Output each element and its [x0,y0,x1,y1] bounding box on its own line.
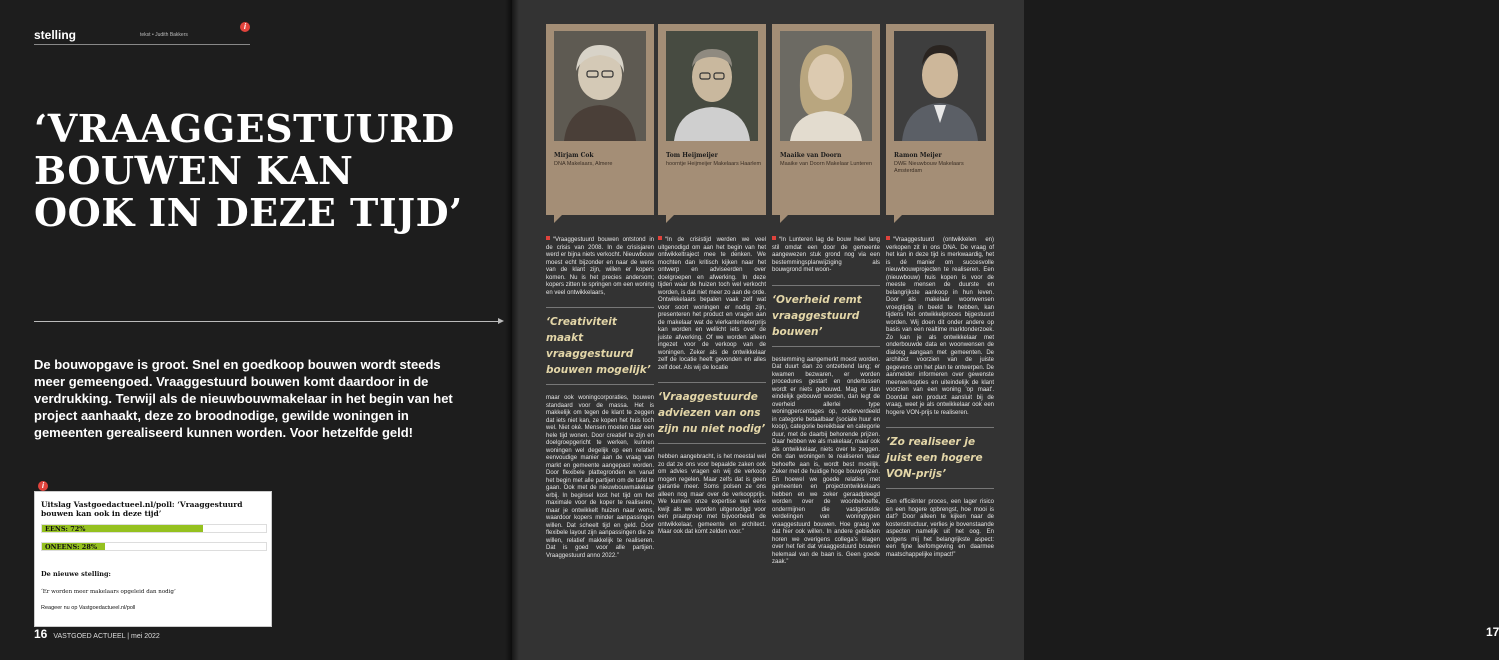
person-name: Tom Heijmeijer [666,152,718,159]
pull-quote: ‘Vraaggestuurde adviezen van ons zijn nu niet nodig’ [658,382,766,444]
column-text: hebben aangebracht, is het meestal wel zo dat ze ons voor bepaalde zaken ook om advies vragen en wij de verkoop mogen regelen. Maar zelfs dat is geen garantie meer. Soms polsen ze ons alleen nog maar over de verkoopprijs. We kunnen onze expertise wel eens kwijt als we worden uitgenodigd voor een praatgroep met bijvoorbeeld de ontwikkelaar, gemeente en architect. Maar ook dat komt zelden voor.” [658,454,766,535]
portrait-image [666,31,758,141]
info-icon: i [240,22,250,32]
pull-quote: ‘Zo realiseer je juist een hogere VON-prijs’ [886,427,994,489]
folio-text: VASTGOED ACTUEEL | mei 2022 [53,633,160,640]
top-rule [34,44,250,45]
info-icon: i [38,481,48,491]
column-text: “In de crisistijd werden we veel uitgenodigd om aan het begin van het ontwikkeltraject mee te denken. We mochten dan kritisch kijken naar het ontwerp en adviseerden over doelgroepen en afwerking. In deze tijden waar de huizen toch wel verkocht worden, is dat niet meer zo aan de orde. Ontwikkelaars bepalen vaak zelf wat voor soort woningen er nodig zijn, presenteren het product en vragen aan de makelaar wat de vierkantemeterprijs kan worden en wellicht iets over de juiste afwerking. Of we worden alleen ingezet voor de verkoop van de woningen. Zeker als de ontwikkelaar zelf de locatie heeft gevonden en alles zelf doet. Als wij de locatie [658,237,766,371]
card-pointer [780,215,788,223]
poll-title: Uitslag Vastgoedactueel.nl/poll: ‘Vraaggestuurd bouwen kan ook in deze tijd’ [41,500,243,518]
person-role: DNA Makelaars, Almere [554,161,613,167]
quote-column [546,236,654,564]
intro-text: De bouwopgave is groot. Snel en goedkoop bouwen wordt steeds meer gemeengoed. Vraaggestuurd bouwen komt daardoor in de verdrukking. Terwijl als de nieuwbouwmakelaar in het begin van het project aanhaakt, deze zo broodnodige, gewilde woningen in gemeenten gerealiseerd kunnen worden. Voor hetzelfde geld! [34,357,453,440]
person-card [772,24,880,215]
column-text: maar ook woningcorporaties, bouwen standaard voor de massa. Het is makkelijk om tegen de klant te zeggen dat iets niet kan, ze kopen het huis toch wel. Niet oké. Mensen moeten daar een hele tijd wonen. Door creatief te zijn en doelgroepgericht te werken, kunnen woningen wel degelijk op een relatief eenvoudige manier aan de vraag van markt en gemeente aangepast worden. Door flexibele plattegronden en vanaf het begin met alle partijen om de tafel te gaan. Ook met de nieuwbouwmakelaar erbij. In beginsel kost het tijd om het maximale voor de koper te realiseren, maar je ontwikkelt huizen naar wens, waardoor kopers minder aanpassingen willen. Dat scheelt tijd en geld. Door flexibele layout zijn aanpassingen die ze willen, relatief makkelijk te realiseren. Dat is goed voor alle partijen. Vraaggestuurd anno 2022.” [546,395,654,559]
portrait-photo [666,31,758,141]
person-card [886,24,994,215]
card-pointer [554,215,562,223]
portrait-image [554,31,646,141]
divider-arrow-line [34,321,502,322]
bullet-square-icon [546,236,550,240]
person-role: hoorntje Heijmeijer Makelaars Haarlem [666,161,762,167]
poll-result-bar [41,542,267,551]
poll-result-label: EENS: 72% [45,525,86,533]
portrait-photo [894,31,986,141]
column-text: Een efficiënter proces, een lager risico en een hogere opbrengst, hoe mooi is dat? Door alleen te kijken naar de kostenstructuur, verlies je bovenstaande aspecten namelijk uit het oog. En volgens mij het belangrijkste aspect: een fijne leefomgeving en daarmee maatschappelijke impact!” [886,499,994,558]
bullet-square-icon [658,236,662,240]
person-card [546,24,654,215]
column-text: “In Lunteren lag de bouw heel lang stil omdat een door de gemeente aangewezen stuk grond nog via een bestemmingsplanwijziging als bouwgrond met woon- [772,237,880,273]
poll-result-label: ONEENS: 28% [45,543,98,551]
person-role: Maaike van Doorn Makelaar Lunteren [780,161,873,167]
arrow-right-icon [498,318,504,324]
bullet-square-icon [886,236,890,240]
person-card [658,24,766,215]
left-page [0,0,512,660]
card-pointer [666,215,674,223]
person-name: Mirjam Cok [554,152,594,159]
card-pointer [894,215,902,223]
bullet-square-icon [772,236,776,240]
column-text: “Vraaggestuurd (ontwikkelen en) verkopen zit in ons DNA. De vraag of het kan in deze tijd is merkwaardig, het is dé manier om succesvolle nieuwbouwprojecten te realiseren. Een (nieuwbouw) huis kopen is voor de meeste mensen de duurste en belangrijkste aankoop in hun leven. Door als makelaar woonwensen vroegtijdig in beeld te hebben, kan tijdens het ontwikkelproces bijgestuurd worden. Wij doen dit onder andere op basis van een realtime marktonderzoek. Zo kan je als ontwikkelaar met onderbouwde data en woonwensen de dialoog aangaan met gemeenten. De architect voorzien van de juiste gegevens om het plan te ontwerpen. De aanmelder informeren over gewenste meerwerkopties en uiteindelijk de klant voorzien van een woning 'op maat'. Doordat een product aansluit bij de vraag, weet je als ontwikkelaar ook een hogere VON-prijs te realiseren. [886,237,994,416]
person-name: Ramon Meijer [894,152,942,159]
poll-react-link[interactable]: Reageer nu op Vastgoedactueel.nl/poll [41,605,136,611]
person-role: DWE Nieuwbouw Makelaars Amsterdam [894,161,964,174]
person-name: Maaike van Doorn [780,152,842,159]
pull-quote: ‘Creativiteit maakt vraaggestuurd bouwen mogelijk’ [546,307,654,385]
folio-left [34,627,160,641]
column-text: bestemming aangemerkt moest worden. Dat duurt dan zo ontzettend lang; er kwamen bezwaren, er worden procedures gestart en ondertussen wordt er niets gebouwd. Mag er dan eindelijk gebouwd worden, dan legt de overheid allerlei type woningpercentages op, onderverdeeld in categorie betaalbaar (sociale huur en koop), categorie bereikbaar en categorie duur, met de daarbij behorende prijzen. Daar hebben we als makelaar, maar ook als ontwikkelaar, niets over te zeggen. Om dan woningen te realiseren waar behoefte aan is, wordt best moeilijk. Zeker met de huidige hoge bouwprijzen. En hoewel we goede relaties met gemeenten en projectontwikkelaars hebben en we zeker geraadpleegd worden over de woonbehoefte, ondermijnen die vastgestelde verdelingen van woningtypen vraaggestuurd bouwen. Hoe graag we dat hier ook willen. In andere gebieden horen we overigens collega's klagen over het feit dat vraaggestuurd bouwen helemaal van de baan is. Geen goede zaak.” [772,356,880,565]
poll-result-bar [41,524,267,533]
headline-line: ‘VRAAGGESTUURD [34,106,455,151]
column-paragraph [886,236,994,417]
page-number: 17 [1486,625,1499,639]
new-statement-heading: De nieuwe stelling: [41,570,111,578]
headline-line: BOUWEN KAN [34,148,354,193]
credit-text: tekst • Judith Bakkers [140,32,188,38]
right-page [512,0,1499,660]
portrait-image [780,31,872,141]
column-paragraph [658,236,766,372]
poll-box [34,491,272,627]
headline [34,108,504,234]
portrait-image [894,31,986,141]
headline-line: OOK IN DEZE TIJD’ [34,190,463,235]
portrait-photo [554,31,646,141]
page-number: 16 [34,627,48,641]
quote-column [772,236,880,571]
section-label: stelling [34,28,77,42]
quote-column [658,236,766,541]
pull-quote: ‘Overheid remt vraaggestuurd bouwen’ [772,285,880,347]
quote-column [886,236,994,563]
spine-shadow [505,0,519,660]
portrait-photo [780,31,872,141]
column-paragraph [546,236,654,297]
new-statement: ‘Er worden meer makelaars opgeleid dan nodig’ [41,589,176,595]
column-text: “Vraaggestuurd bouwen ontstond in de crisis van 2008. In de crisisjaren werd er bijna niets verkocht. Nieuwbouw moest echt bijzonder en naar de wens van de klant zijn, willen er kopers komen. Nu is het precies andersom; kopers zitten te springen om een woning en veel ontwikkelaars, [546,237,654,296]
column-paragraph [772,236,880,275]
